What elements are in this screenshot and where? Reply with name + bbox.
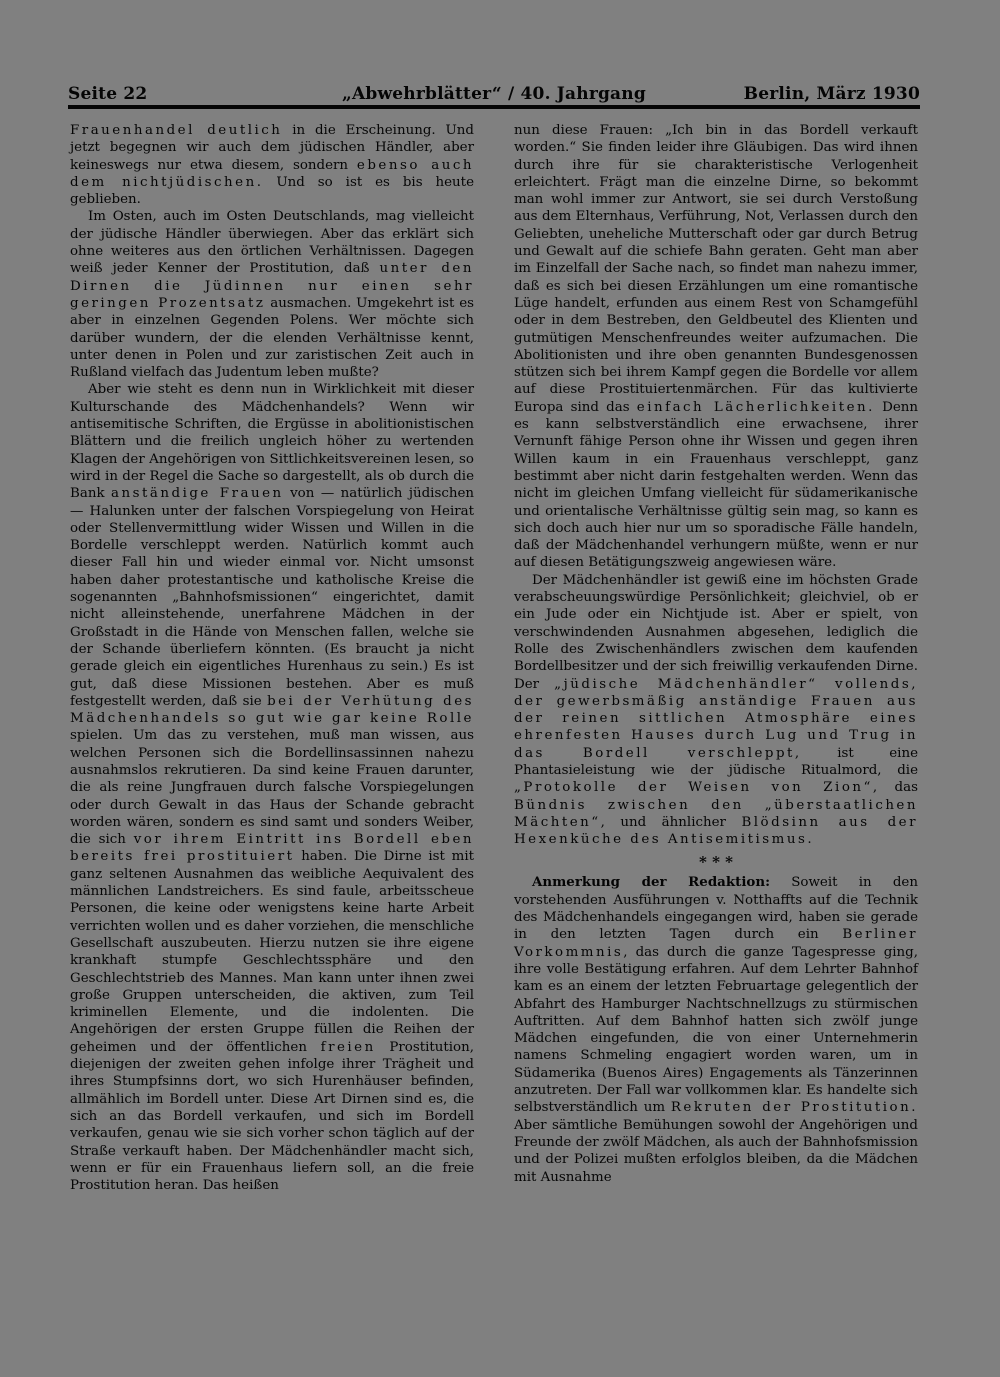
text: Aber wie steht es denn nun in Wirklichkeit mit dieser Kulturschande des Mädchenhandels? Wenn wir antisemitische Schriften, die Ergüsse in abolitionistischen Blättern und die freilich ungleich höher zu wertenden Klagen der Angehörigen von Sittlichkeitsvereinen lesen, so wird in der Regel die Sache so dargestellt, als ob durch die Bank bbox=[70, 382, 474, 502]
spaced-text: unter den Dirnen die Jüdinnen nur einen sehr geringen Prozentsatz bbox=[70, 261, 474, 311]
text: Und so ist es bis heute geblieben. bbox=[70, 174, 474, 208]
section-separator: * * * bbox=[699, 853, 733, 872]
spaced-text: freien bbox=[320, 1039, 376, 1055]
editorial-note bbox=[514, 874, 918, 1185]
text: Denn es kann selbstverständlich eine erwachsene, ihrer Vernunft fähige Person ohne ihr Wissen und gegen ihren Willen kaum in ein Frauenhaus verschleppt, ganz bestimmt aber nicht darin festgehalten werden. Wenn das nicht im gleichen Umfang vielleicht für südamerikanische und orientalische Verhältnisse gültig sein mag, so kann es sich doch auch hier nur um so sporadische Fälle handeln, daß der Mädchenhandel verhungern müßte, wenn er nur auf diesen Betätigungszweig angewiesen wäre. bbox=[514, 399, 918, 571]
paragraph bbox=[514, 572, 918, 849]
text: , das durch die ganze Tagespresse ging, ihre volle Bestätigung erfahren. Auf dem Lehrter Bahnhof kam es an einem der letzten Februartage gelegentlich der Abfahrt des Hamburger Nachtschnellzugs zu stürmischen Auftritten. Auf dem Bahnhof hatten sich zwölf junge Mädchen eingefunden, die von einer Unternehmerin namens Schmeling engagiert worden waren, um in Südamerika (Buenos Aires) Engagements als Tänzerinnen anzutreten. Der Fall war vollkommen klar. Es handelte sich selbstverständlich um bbox=[514, 944, 918, 1116]
text: Im Osten, auch im Osten Deutschlands, mag vielleicht der jüdische Händler überwiegen. Aber das erklärt sich ohne weiteres aus den örtlichen Verhältnissen. Dagegen weiß jeder Kenner der Prostitution, daß bbox=[70, 209, 474, 277]
spaced-text: „jüdische Mädchenhändler“ vollends, der gewerbsmäßig anständige Frauen aus der reinen sittlichen Atmosphäre eines ehrenfesten Hauses durch Lug und Trug in das Bordell verschleppt, bbox=[514, 676, 918, 761]
text: von — natürlich jüdischen — Halunken unter der falschen Vorspiegelung von Heirat oder Stellenvermittlung wider Wissen und Willen in die Bordelle verschleppt werden. Natürlich kommt auch dieser Fall hin und wieder einmal vor. Nicht umsonst haben daher protestantische und katholische Kreise die sogenannten „Bahnhofsmissionen“ eingerichtet, damit nicht alleinstehende, unerfahrene Mädchen in der Großstadt in die Hände von Menschen fallen, welche sie der Schande überliefern könnten. (Es braucht ja nicht gerade gleich ein eigentliches Hurenhaus zu sein.) Es ist gut, daß diese Missionen bestehen. Aber es muß festgestellt werden, daß sie bbox=[70, 486, 474, 709]
paragraph bbox=[70, 381, 474, 1194]
place-date: Berlin, März 1930 bbox=[743, 84, 920, 104]
paragraph bbox=[70, 122, 474, 208]
text: Der Mädchenhändler ist gewiß eine im höchsten Grade verabscheuungswürdige Persönlichkeit; gleichviel, ob er ein Jude oder ein Nichtjude ist. Aber er spielt, von verschwindenden Ausnahmen abgesehen, lediglich die Rolle des Zwischenhändlers zwischen dem kaufenden Bordellbesitzer und der sich freiwillig verkaufenden Dirne. Der bbox=[514, 572, 918, 692]
text: Soweit in den vorstehenden Ausführungen v. Notthaffts auf die Technik des Mädchenhandels eingegangen wird, haben sie gerade in den letzten Tagen durch ein bbox=[514, 875, 918, 943]
paragraph bbox=[70, 208, 474, 381]
spaced-text: „Protokolle der Weisen von Zion“ bbox=[514, 780, 873, 796]
text: , das bbox=[872, 780, 918, 796]
text: nun diese Frauen: „Ich bin in das Bordell verkauft worden.“ Sie finden leider ihre Gläubigen. Das wird ihnen durch ihre für sie charakteristische Verlogenheit erleichtert. Frägt man die einzelne Dirne, so bekommt man wohl immer zur Antwort, sie sei durch Verstoßung aus dem Elternhaus, Verführung, Not, Verlassen durch den Geliebten, uneheliche Mutterschaft oder gar durch Betrug und Gewalt auf die schiefe Bahn geraten. Geht man aber im Einzelfall der Sache nach, so findet man nahezu immer, daß es sich bei diesen Erzählungen um eine romantische Lüge handelt, erfunden aus einem Rest von Schamgefühl oder in dem Bestreben, den Geldbeutel des Klienten und gutmütigen Menschenfreundes weiter aufzumachen. Die Abolitionisten und ihre oben genannten Bundesgenossen stützen sich bei ihrem Kampf gegen die Bordelle vor allem auf diese Prostituiertenmärchen. Für das kultivierte Europa sind das bbox=[514, 123, 918, 415]
page-header bbox=[68, 84, 920, 106]
left-column bbox=[70, 122, 474, 1194]
spaced-text: einfach Lächerlichkeiten. bbox=[636, 399, 875, 415]
spaced-text: Frauenhandel deutlich bbox=[70, 123, 283, 138]
spaced-text: anständige Frauen bbox=[111, 486, 284, 502]
spaced-text: Rekruten der Prostitution. bbox=[670, 1100, 918, 1116]
text: in die Erscheinung. Und jetzt begegnen wir auch dem jüdischen Händler, aber keineswegs nur etwa diesem, sondern bbox=[70, 123, 474, 173]
text: ist eine Phantasieleistung wie der jüdische Ritualmord, die bbox=[514, 745, 918, 778]
journal-title: „Abwehrblätter“ / 40. Jahrgang bbox=[342, 84, 646, 104]
text: haben. Die Dirne ist mit ganz seltenen Ausnahmen das weibliche Aequivalent des männlichen Landstreichers. Es sind faule, arbeitsscheue Personen, die keine oder wenigstens keine harte Arbeit verrichten wollen und es daher vorziehen, die menschliche Gesellschaft auszubeuten. Hierzu nutzen sie ihre eigene krankhaft stumpfe Geschlechtssphäre und den Geschlechtstrieb des Mannes. Man kann unter ihnen zwei große Gruppen unterscheiden, die aktiven, zum Teil kriminellen Elemente, und die indolenten. Die Angehörigen der ersten Gruppe füllen die Reihen der geheimen und der öffentlichen bbox=[70, 849, 475, 1055]
spaced-text: ebenso auch dem nichtjüdischen. bbox=[70, 157, 474, 190]
paragraph bbox=[514, 122, 918, 572]
right-column bbox=[514, 122, 918, 1186]
text: Aber sämtliche Bemühungen sowohl der Angehörigen und Freunde der zwölf Mädchen, als auch der Bahnhofsmission und der Polizei mußten erfolglos bleiben, da die Mädchen mit Ausnahme bbox=[514, 1117, 918, 1185]
text: ausmachen. Umgekehrt ist es aber in einzelnen Gegenden Polens. Wer möchte sich darüber wundern, der die elenden Verhältnisse kennt, unter denen in Polen und zur zaristischen Zeit auch in Rußland vielfach das Judentum leben mußte? bbox=[70, 295, 474, 381]
spaced-text: Bündnis zwischen den „überstaatlichen Mächten“ bbox=[514, 797, 918, 830]
spaced-text: bei der Verhütung des Mädchenhandels so gut wie gar keine Rolle bbox=[70, 693, 474, 727]
spaced-text: vor ihrem Eintritt ins Bordell eben bereits frei prostituiert bbox=[70, 832, 474, 865]
page-number: Seite 22 bbox=[68, 84, 148, 104]
note-label: Anmerkung der Redaktion: bbox=[532, 874, 771, 891]
text: spielen. Um das zu verstehen, muß man wissen, aus welchen Personen sich die Bordellinsassinnen nahezu ausnahmslos rekrutieren. Da sind keine Frauen darunter, die als reine Jungfrauen durch falsche Vorspiegelungen oder durch Gewalt in das Haus der Schande gebracht worden wären, sondern es sind samt und sonders Weiber, die sich bbox=[70, 728, 474, 848]
text: Prostitution, diejenigen der zweiten gehen infolge ihrer Trägheit und ihres Stumpfsinns dort, wo sich Hurenhäuser befinden, allmählich im Bordell unter. Diese Art Dirnen sind es, die sich an das Bordell verkaufen, und sich im Bordell verkaufen, genau wie sie sich vorher schon täglich auf der Straße verkauft haben. Der Mädchenhändler macht sich, wenn er für ein Frauenhaus liefern soll, an die freie Prostitution heran. Das heißen bbox=[70, 1039, 474, 1194]
text: , und ähnlicher bbox=[600, 814, 742, 830]
spaced-text: Blödsinn aus der Hexenküche des Antisemitismus. bbox=[514, 814, 918, 848]
header-rule bbox=[68, 105, 920, 109]
spaced-text: Berliner Vorkommnis bbox=[514, 927, 918, 960]
